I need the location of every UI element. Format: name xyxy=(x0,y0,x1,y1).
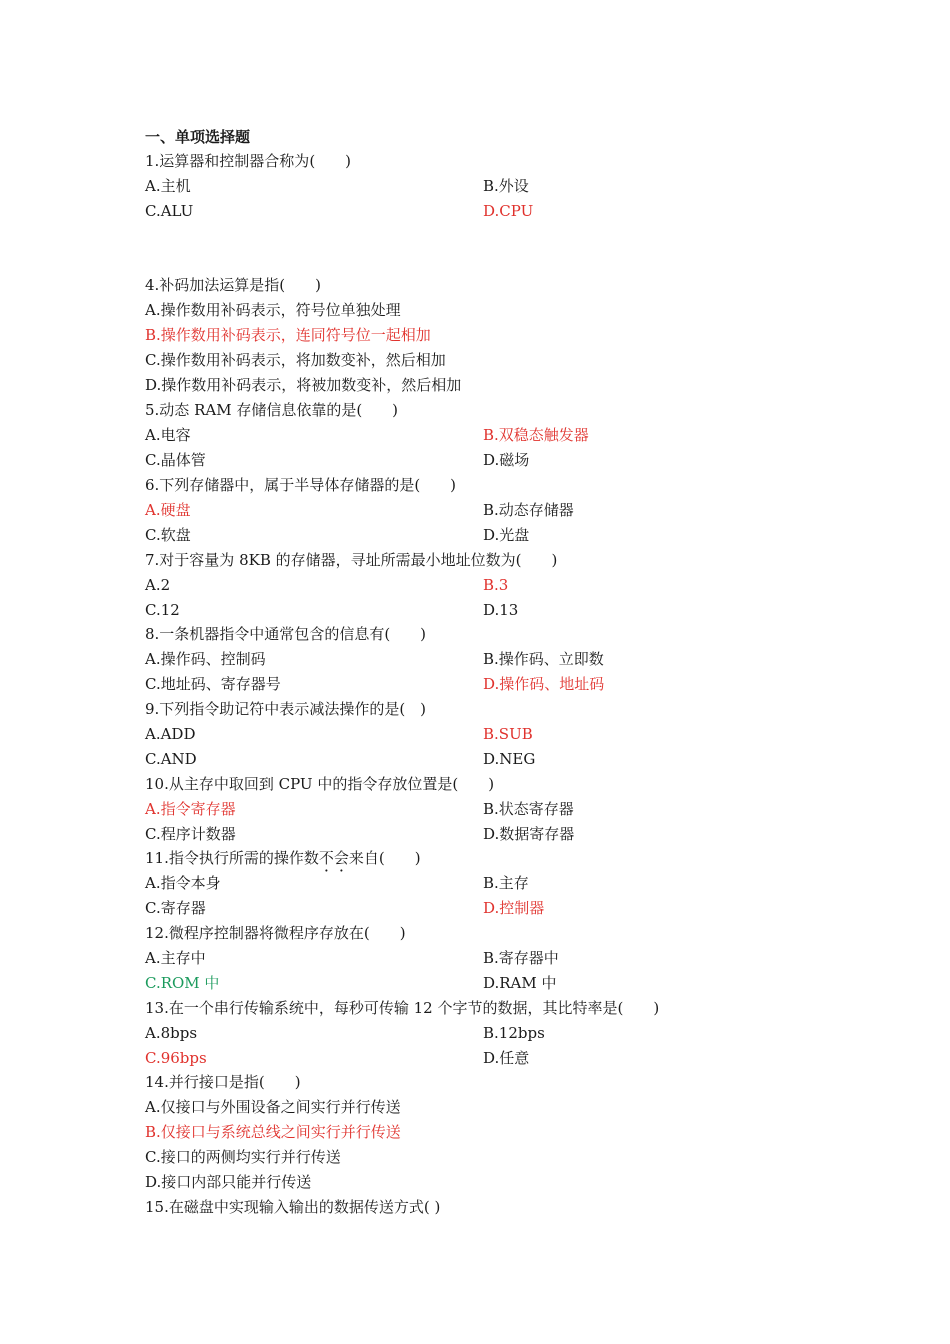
question-13-stem: 13.在一个串行传输系统中，每秒可传输 12 个字节的数据，其比特率是( ) xyxy=(145,999,660,1017)
question-8-stem: 8.一条机器指令中通常包含的信息有( ) xyxy=(145,625,427,643)
question-11-option-c: C.寄存器 xyxy=(145,899,206,917)
question-13-option-b: B.12bps xyxy=(483,1024,545,1042)
question-1-option-c: C.ALU xyxy=(145,202,194,220)
question-1-option-d: D.CPU xyxy=(483,202,534,220)
question-11-stem-pre: 11.指令执行所需的操作数 xyxy=(145,849,319,867)
emphasis-char-1: 不 xyxy=(318,849,334,867)
question-8-option-a: A.操作码、控制码 xyxy=(145,650,266,668)
question-11-stem xyxy=(145,847,421,869)
question-13-option-c: C.96bps xyxy=(145,1049,207,1067)
question-14-option-c: C.接口的两侧均实行并行传送 xyxy=(145,1148,341,1166)
question-7-option-c: C.12 xyxy=(145,601,180,619)
question-9-option-c: C.AND xyxy=(145,750,197,768)
question-4-option-b: B.操作数用补码表示，连同符号位一起相加 xyxy=(145,326,431,344)
question-1-option-b: B.外设 xyxy=(483,177,529,195)
question-13-option-d: D.任意 xyxy=(483,1049,530,1067)
question-10-stem: 10.从主存中取回到 CPU 中的指令存放位置是( ) xyxy=(145,775,495,793)
question-8-option-d: D.操作码、地址码 xyxy=(483,675,605,693)
question-15-stem: 15.在磁盘中实现输入输出的数据传送方式( ) xyxy=(145,1198,441,1216)
question-9-stem: 9.下列指令助记符中表示减法操作的是( ) xyxy=(145,700,427,718)
question-5-option-c: C.晶体管 xyxy=(145,451,206,469)
question-10-option-b: B.状态寄存器 xyxy=(483,800,574,818)
question-11-stem-post: 来自( ) xyxy=(348,849,421,867)
question-11-option-a: A.指令本身 xyxy=(145,874,221,892)
question-4-option-a: A.操作数用补码表示，符号位单独处理 xyxy=(145,301,401,319)
question-9-option-a: A.ADD xyxy=(145,725,196,743)
question-10-option-d: D.数据寄存器 xyxy=(483,825,575,843)
question-5-option-a: A.电容 xyxy=(145,426,191,444)
question-11-option-b: B.主存 xyxy=(483,874,529,892)
question-13-option-a: A.8bps xyxy=(145,1024,198,1042)
question-10-option-a: A.指令寄存器 xyxy=(145,800,236,818)
question-6-option-b: B.动态存储器 xyxy=(483,501,574,519)
question-7-option-a: A.2 xyxy=(145,576,171,594)
question-4-stem: 4.补码加法运算是指( ) xyxy=(145,276,322,294)
question-5-option-d: D.磁场 xyxy=(483,451,530,469)
question-5-stem: 5.动态 RAM 存储信息依靠的是( ) xyxy=(145,401,399,419)
question-14-stem: 14.并行接口是指( ) xyxy=(145,1073,301,1091)
question-1-stem: 1.运算器和控制器合称为( ) xyxy=(145,152,352,170)
question-8-option-c: C.地址码、寄存器号 xyxy=(145,675,281,693)
question-4-option-c: C.操作数用补码表示，将加数变补，然后相加 xyxy=(145,351,446,369)
question-8-option-b: B.操作码、立即数 xyxy=(483,650,604,668)
question-14-option-b: B.仅接口与系统总线之间实行并行传送 xyxy=(145,1123,401,1141)
question-4-option-d: D.操作数用补码表示，将被加数变补，然后相加 xyxy=(145,376,462,394)
question-12-option-b: B.寄存器中 xyxy=(483,949,559,967)
question-12-stem: 12.微程序控制器将微程序存放在( ) xyxy=(145,924,406,942)
question-7-stem: 7.对于容量为 8KB 的存储器，寻址所需最小地址位数为( ) xyxy=(145,551,558,569)
question-14-option-d: D.接口内部只能并行传送 xyxy=(145,1173,312,1191)
question-1-option-a: A.主机 xyxy=(145,177,191,195)
question-7-option-b: B.3 xyxy=(483,576,509,594)
question-12-option-d: D.RAM 中 xyxy=(483,974,557,992)
question-10-option-c: C.程序计数器 xyxy=(145,825,236,843)
question-5-option-b: B.双稳态触发器 xyxy=(483,426,589,444)
question-12-option-a: A.主存中 xyxy=(145,949,206,967)
question-6-option-c: C.软盘 xyxy=(145,526,191,544)
question-6-option-a: A.硬盘 xyxy=(145,501,191,519)
emphasis-char-2: 会 xyxy=(333,849,349,867)
section-title: 一、单项选择题 xyxy=(145,128,251,146)
question-6-stem: 6.下列存储器中，属于半导体存储器的是( ) xyxy=(145,476,457,494)
question-9-option-d: D.NEG xyxy=(483,750,536,768)
question-14-option-a: A.仅接口与外围设备之间实行并行传送 xyxy=(145,1098,401,1116)
question-7-option-d: D.13 xyxy=(483,601,519,619)
question-6-option-d: D.光盘 xyxy=(483,526,530,544)
question-11-option-d: D.控制器 xyxy=(483,899,545,917)
question-9-option-b: B.SUB xyxy=(483,725,533,743)
question-12-option-c: C.ROM 中 xyxy=(145,974,220,992)
